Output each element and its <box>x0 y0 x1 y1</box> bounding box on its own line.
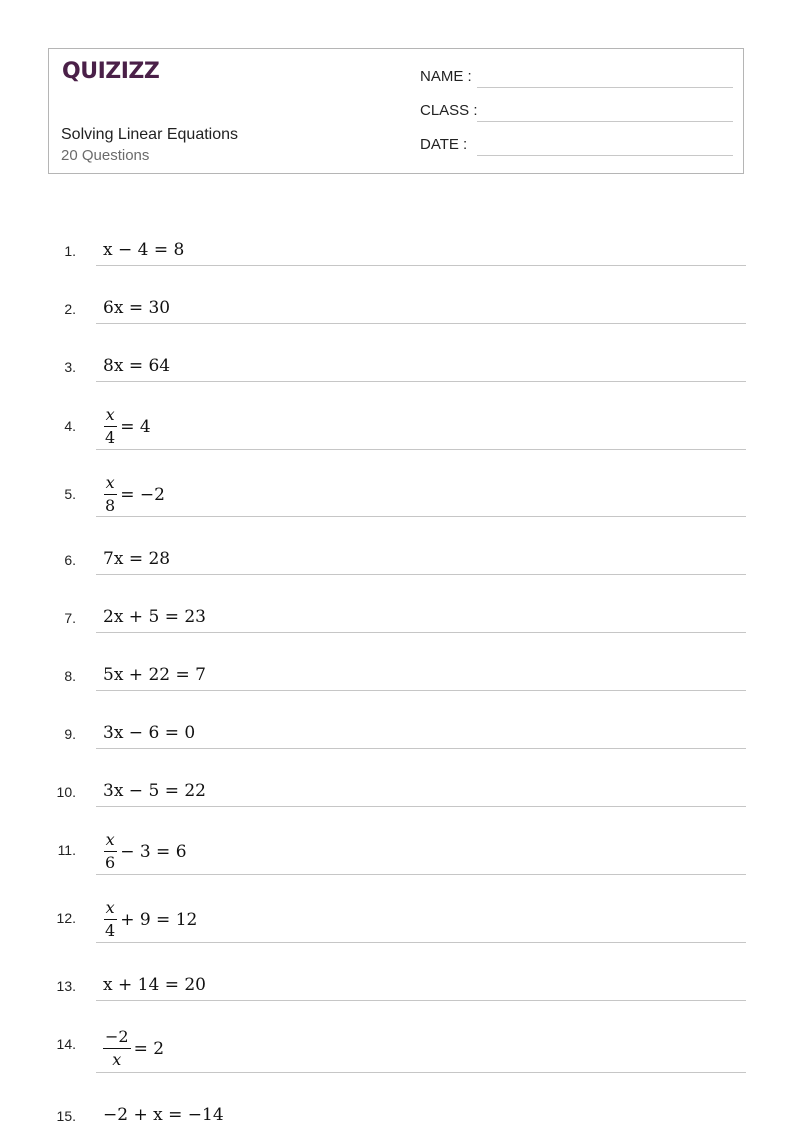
answer-line[interactable] <box>96 942 746 943</box>
equation-rhs: = 28 <box>128 549 171 569</box>
class-field[interactable] <box>420 102 733 124</box>
equation <box>103 549 170 569</box>
equation-rest: = −2 <box>120 484 165 505</box>
fraction-numerator: x <box>104 475 117 495</box>
date-line[interactable] <box>477 155 733 156</box>
equation <box>103 781 206 801</box>
answer-line[interactable] <box>96 1072 746 1073</box>
question-number: 2. <box>64 301 76 317</box>
equation-lhs: 8x <box>103 356 124 376</box>
worksheet-title: Solving Linear Equations <box>61 126 239 143</box>
question-number: 7. <box>64 610 76 626</box>
date-label: DATE : <box>420 136 468 153</box>
class-label: CLASS : <box>420 102 478 119</box>
answer-line[interactable] <box>96 806 746 807</box>
equation-rest: + 9 = 12 <box>120 909 198 930</box>
equation-lhs: 3x − 5 <box>103 781 160 801</box>
class-line[interactable] <box>477 121 733 122</box>
answer-line[interactable] <box>96 449 746 450</box>
question-number: 6. <box>64 552 76 568</box>
question-number: 10. <box>56 784 76 800</box>
equation-rest: = 4 <box>120 416 151 437</box>
question-number: 5. <box>64 486 76 502</box>
equation-rhs: = 7 <box>175 665 206 685</box>
equation-lhs: 6x <box>103 298 124 318</box>
equation-lhs: −2 + x <box>103 1105 163 1125</box>
equation <box>103 298 170 318</box>
equation-rhs: = 23 <box>164 607 206 627</box>
fraction-numerator: x <box>104 900 117 920</box>
fraction-denominator: x <box>112 1050 122 1069</box>
date-field[interactable] <box>420 136 733 158</box>
equation-rhs: = −14 <box>168 1105 224 1125</box>
question-number: 4. <box>64 418 76 434</box>
fraction-numerator: x <box>104 407 117 427</box>
equation-lhs: x + 14 <box>103 975 160 995</box>
equation-rhs: = 0 <box>164 723 196 743</box>
fraction <box>103 475 117 514</box>
equation-rhs: = 20 <box>164 975 206 995</box>
equation <box>103 475 165 514</box>
quizizz-logo: QUIZIZZ <box>62 59 160 84</box>
question-number: 8. <box>64 668 76 684</box>
fraction-denominator: 4 <box>105 428 116 447</box>
question-number: 15. <box>56 1108 76 1124</box>
fraction <box>103 900 117 939</box>
answer-line[interactable] <box>96 632 746 633</box>
question-number: 3. <box>64 359 76 375</box>
answer-line[interactable] <box>96 690 746 691</box>
answer-line[interactable] <box>96 381 746 382</box>
equation <box>103 1105 224 1125</box>
fraction <box>103 407 117 446</box>
equation-rhs: = 64 <box>128 356 171 376</box>
fraction <box>103 832 117 871</box>
question-number: 12. <box>56 910 76 926</box>
equation <box>103 407 151 446</box>
equation-rhs: = 30 <box>128 298 171 318</box>
equation-lhs: 3x − 6 <box>103 723 160 743</box>
fraction-numerator: x <box>104 832 117 852</box>
equation <box>103 356 170 376</box>
equation <box>103 832 187 871</box>
question-number: 11. <box>57 842 76 858</box>
equation-rhs: = 22 <box>164 781 206 801</box>
question-number: 13. <box>56 978 76 994</box>
question-number: 14. <box>56 1036 76 1052</box>
question-count: 20 Questions <box>61 147 150 164</box>
equation-rest: = 2 <box>133 1038 165 1059</box>
equation-rhs: = 8 <box>153 240 185 260</box>
answer-line[interactable] <box>96 516 746 517</box>
answer-line[interactable] <box>96 323 746 324</box>
equation <box>103 607 206 627</box>
equation <box>103 240 184 260</box>
equation-lhs: 5x + 22 <box>103 665 171 685</box>
equation <box>103 665 206 685</box>
question-number: 9. <box>64 726 76 742</box>
answer-line[interactable] <box>96 748 746 749</box>
fraction-denominator: 4 <box>105 921 116 940</box>
answer-line[interactable] <box>96 1000 746 1001</box>
question-number: 1. <box>64 243 76 259</box>
fraction-denominator: 8 <box>105 496 116 515</box>
equation-lhs: x − 4 <box>103 240 149 260</box>
name-line[interactable] <box>477 87 733 88</box>
worksheet-header <box>48 48 744 174</box>
name-label: NAME : <box>420 68 472 85</box>
name-field[interactable] <box>420 68 733 90</box>
answer-line[interactable] <box>96 574 746 575</box>
equation-lhs: 7x <box>103 549 124 569</box>
equation-rest: − 3 = 6 <box>120 841 187 862</box>
answer-line[interactable] <box>96 265 746 266</box>
equation <box>103 975 206 995</box>
equation <box>103 723 195 743</box>
fraction-denominator: 6 <box>105 853 116 872</box>
fraction-numerator: −2 <box>103 1029 131 1049</box>
answer-line[interactable] <box>96 874 746 875</box>
equation-lhs: 2x + 5 <box>103 607 160 627</box>
equation <box>103 900 197 939</box>
fraction <box>103 1029 131 1068</box>
equation <box>103 1029 164 1068</box>
